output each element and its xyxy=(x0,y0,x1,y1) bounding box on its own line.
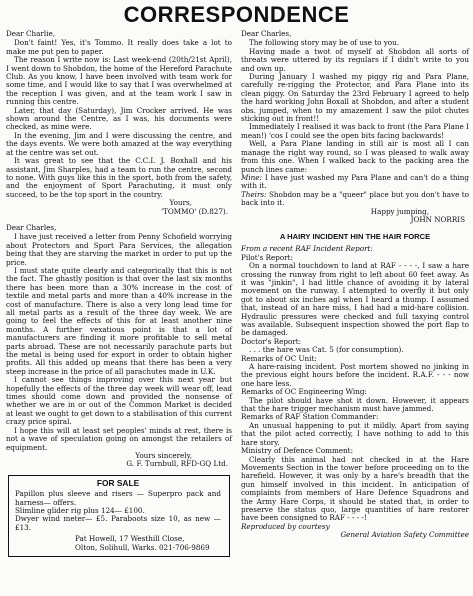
article-credit: Reproduced by courtesy xyxy=(241,521,330,531)
letter-norris xyxy=(241,30,469,224)
letter-tommo xyxy=(6,30,232,216)
section-label: Ministry of Defence Comment: xyxy=(241,446,353,456)
section-label: Remarks of OC Unit: xyxy=(241,353,317,363)
article-source: From a recent RAF Incident Report: xyxy=(241,244,373,254)
section-text: A hare-raising incident. Post mortem showed no jinking in the previous eight hours before the incident. R.A.F. - - - now one hare less. xyxy=(241,362,469,388)
section-label: Remarks of OC Engineering Wing: xyxy=(241,387,367,397)
for-sale-address: Pat Howell, 17 Westhill Close, xyxy=(75,534,185,544)
letter-paragraph: I must state quite clearly and categorically that this is not the fact. The ghastly position is that over the last six months there has been more than a 30% increase in the cost of textile and metal parts and more than a 40% increase in the cost of manufacture. There is also a very long lead time for all metal parts as a result of the three day week. We are going to feel the effects of this for at least another nine months. A further vexatious point is that a lot of manufacturers are finding it more profitable to sell metal parts abroad. These are not necessarily parachute parts but the metal is being used for export in order to obtain higher profits. All this added up means that there has been a very steep increase in the price of all parachutes made in U.K. xyxy=(6,265,232,376)
section-text: . . . the hare was Cat. 5 (for consumption). xyxy=(249,345,404,355)
theirs-text: Shobdon may be a "queer" place but you don't have to back into it. xyxy=(241,189,469,208)
letter-paragraph: Immediately I realised it was back to front (the Para Plane I mean!) 'cos I could see the open bits facing backwards! xyxy=(241,122,469,140)
for-sale-line: Slimline glider rig plus 124— £100. xyxy=(15,505,145,515)
mine-label: Mine: xyxy=(241,172,262,182)
letter-salutation: Dear Charles, xyxy=(6,222,57,232)
punchline-theirs xyxy=(241,191,469,208)
page-heading: CORRESPONDENCE xyxy=(123,2,350,27)
letter-salutation: Dear Charles, xyxy=(241,29,292,38)
letter-signature: JOHN NORRIS xyxy=(410,214,465,224)
letter-signature: G. F. Turnbull, RFD-GQ Ltd. xyxy=(126,459,228,469)
letter-paragraph: It was great to see that the C.C.I. J. Boxhall and his assistant, Jim Sharples, had a team to run the centre, second to none. With guys like this in the sport, both from the safety, and the enjoyment of Sport Parachuting, it must only succeed, to be the top sport in the country. xyxy=(6,156,232,199)
for-sale-box xyxy=(8,475,230,557)
letter-paragraph: In the evening, Jim and I were discussing the centre, and the days events. We were both amazed at the way everything at the centre was set out. xyxy=(6,130,232,157)
section-label: Remarks of RAF Station Commander: xyxy=(241,412,379,422)
article-title: A HAIRY INCIDENT HIN THE HAIR FORCE xyxy=(279,232,431,242)
right-column xyxy=(241,30,469,540)
letter-closing: Yours, xyxy=(169,198,192,208)
letter-paragraph: Don't faint! Yes, it's Tommo. It really does take a lot to make me put pen to paper. xyxy=(6,38,232,56)
punchline-mine xyxy=(241,174,469,191)
section-text: Clearly this animal had not checked in at the Hare Movements Section in the tower before proceeding on to the harefield. However, it was only by a hare's breadth that the gun himself involved in this incident. In anticipation of complaints from members of Hare Defence Squadrons and the Army Hare Corps, it should be stated that, in order to preserve the status quo, large quantities of hare restorer have been consigned to RAF - - - -! xyxy=(241,454,469,523)
for-sale-title: FOR SALE xyxy=(96,477,140,488)
letter-paragraph: Having made a twot of myself at Shobdon all sorts of threats were uttered by its regulars if I didn't write to you and own up. xyxy=(241,46,469,73)
for-sale-line: Papillon plus sleeve and risers — Superpro pack and harness— offers. xyxy=(15,489,221,507)
letter-turnbull xyxy=(6,224,232,469)
mine-text: I have just washed my Para Plane and can't do a thing with it. xyxy=(241,172,469,191)
hairy-incident-article xyxy=(241,232,469,539)
letter-paragraph: The following story may be of use to you. xyxy=(249,38,400,48)
section-text: On a normal touchdown to land at RAF - - - -, I saw a hare crossing the runway from right to left about 60 feet away. As it was "jinkin", I had little chance of avoiding it by lateral movement on the runway. I attempted to overfly it but only got to about six inches agl when I heard a thump. I assumed that, instead of an hare miss, I had had a mid-hare collision. Hydraulic pressures were checked and full taxying control was available. Subsequent inspection showed the port flap to be damaged. xyxy=(241,261,469,338)
section-label: Doctor's Report: xyxy=(241,336,302,346)
section-label: Pilot's Report: xyxy=(241,252,293,262)
left-column xyxy=(6,30,232,557)
section-text: An unusual happening to put it mildly. Apart from saying that the pilot acted correctly, I have nothing to add to this hare story. xyxy=(241,420,469,447)
letter-paragraph: Well, a Para Plane landing in still air is most all I can manage the right way round, so I was pleased to walk away from this one. When I walked back to the packing area the punch lines came: xyxy=(241,139,469,174)
letter-paragraph: Later, that day (Saturday), Jim Crocker arrived. He was shown around the Centre, as I was, his documents were checked, as mine were. xyxy=(6,105,232,132)
letter-closing: Yours sincerely, xyxy=(135,450,192,460)
letter-paragraph: I hope this will at least set peoples' minds at rest, there is not a wave of speculation going on amongst the retailers of equipment. xyxy=(6,425,232,452)
for-sale-address: Olton, Solihull, Warks. 021-706-9869 xyxy=(75,542,210,552)
theirs-label: Theirs: xyxy=(241,189,267,199)
letter-closing: Happy jumping, xyxy=(370,206,429,216)
section-text: The pilot should have shot it down. However, it appears that the hare trigger mechanism must have jammed. xyxy=(241,395,469,414)
letter-salutation: Dear Charlie, xyxy=(6,29,56,38)
letter-paragraph: During January I washed my piggy rig and Para Plane, carefully re-rigging the Protector, and Para Plane into its clean piggy. On Saturday the 23rd February I agreed to help the hard working John Boxall at Shobdon, and after a student obs. jumped, when to my amazement I saw the pilot chutes sticking out in front!! xyxy=(241,72,469,124)
letter-paragraph: I cannot see things improving over this next year but hopefully the effects of the three day week will wear off, lead times should come down and provided the nonsense of whether we are in or out of the Common Market is decided at least we ought to get down to a stabilisation of this current crazy price spiral. xyxy=(6,375,232,427)
for-sale-line: Dwyer wind meter— £5. Paraboots size 10, as new — £13. xyxy=(15,514,221,532)
article-credit-source: General Aviation Safety Committee xyxy=(340,530,469,540)
letter-paragraph: The reason I write now is: Last week-end (20th/21st April), I went down to Shobdon, the home of the Hereford Parachute Club. As you know, I have been involved with team work for some time, and I would like to say that I was overwhelmed at the reception I was given, and at the team work I saw in running this centre. xyxy=(6,55,232,107)
letter-paragraph: I have just received a letter from Penny Schofield worrying about Protectors and Sport Para Services, the allegation being that they are starving the market in order to put up the price. xyxy=(6,232,232,267)
letter-signature: 'TOMMO' (D.827). xyxy=(161,206,228,216)
